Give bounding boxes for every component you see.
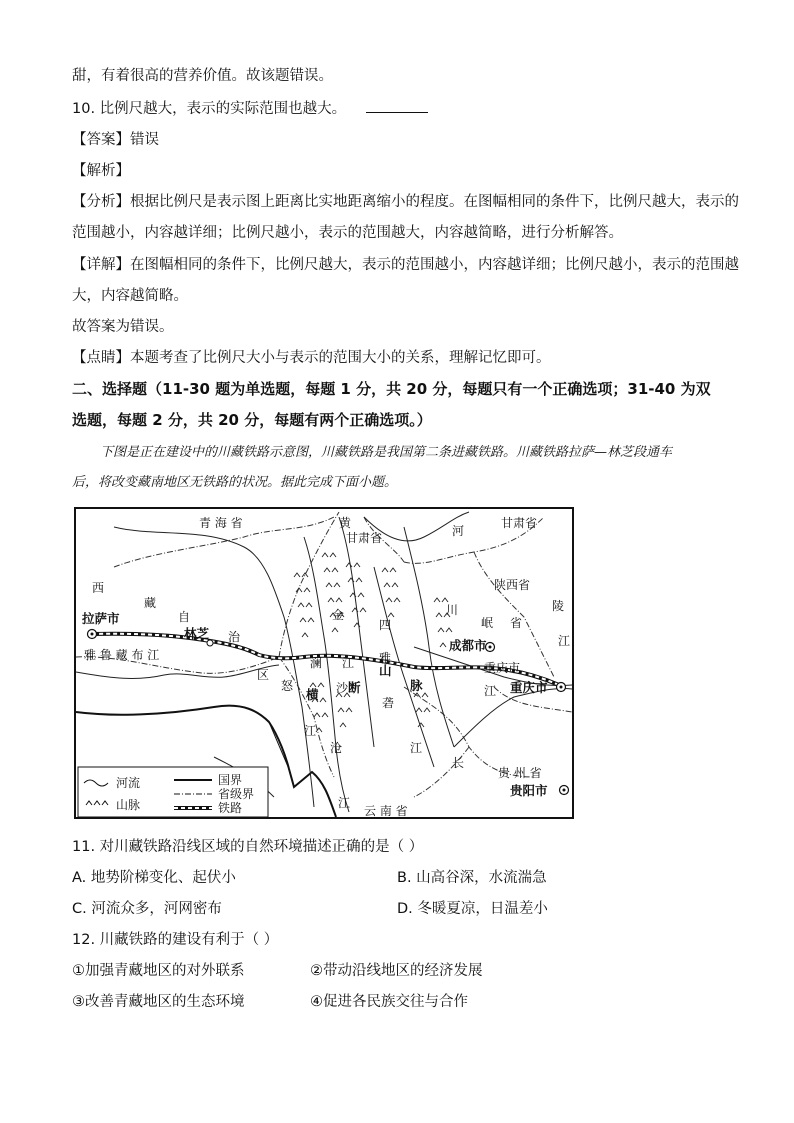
q11-option-a[interactable]: A. 地势阶梯变化、起伏小 bbox=[72, 870, 236, 886]
label-mai: 脉 bbox=[410, 678, 423, 693]
question-10-text: 10. 比例尺越大，表示的实际范围也越大。 bbox=[72, 101, 347, 117]
label-jiang-6: 江 bbox=[338, 796, 351, 810]
xiangjie-line-1: 【详解】在图幅相同的条件下，比例尺越大，表示的范围越小，内容越详细；比例尺越小，表示的范围越 bbox=[72, 257, 739, 273]
label-lhasa: 拉萨市 bbox=[82, 611, 120, 626]
label-chengdu: 成都市 bbox=[449, 638, 487, 653]
fenxi-line-2: 范围越小，内容越详细；比例尺越小，表示的范围越大，内容越简略，进行分析解答。 bbox=[72, 225, 623, 241]
label-sheng: 省 bbox=[510, 616, 523, 630]
q11-option-b[interactable]: B. 山高谷深，水流湍急 bbox=[397, 870, 547, 886]
label-cang: 沧 bbox=[330, 741, 343, 755]
fenxi-line-1: 【分析】根据比例尺是表示图上距离比实地距离缩小的程度。在图幅相同的条件下，比例尺越大，表示的 bbox=[72, 194, 739, 210]
label-chongqing-prov: 重庆市 bbox=[484, 661, 521, 675]
label-chuan: 川 bbox=[446, 603, 459, 617]
map-legend bbox=[78, 767, 268, 817]
label-qu: 区 bbox=[257, 668, 270, 682]
label-ling: 陵 bbox=[552, 599, 565, 613]
label-he: 河 bbox=[452, 524, 465, 538]
label-min: 岷 bbox=[481, 616, 494, 630]
label-gansu-east: 甘肃省 bbox=[501, 516, 538, 530]
answer-line bbox=[72, 130, 159, 150]
legend-border: 国界 bbox=[218, 773, 243, 787]
answer-blank bbox=[366, 98, 428, 113]
question-10 bbox=[72, 98, 428, 119]
label-gansu-west: 甘肃省 bbox=[346, 531, 383, 545]
label-zhi: 治 bbox=[228, 630, 241, 644]
analysis-tag: 【解析】 bbox=[72, 163, 130, 179]
label-shaanxi: 陕西省 bbox=[494, 578, 531, 592]
label-yunnan: 云 南 省 bbox=[364, 804, 408, 818]
label-nu: 怒 bbox=[281, 679, 294, 693]
legend-province: 省级界 bbox=[218, 787, 255, 801]
label-guiyang: 贵阳市 bbox=[510, 783, 548, 798]
legend-river: 河流 bbox=[116, 776, 141, 790]
legend-mountain: 山脉 bbox=[116, 798, 141, 812]
sichuan-tibet-railway-map bbox=[74, 507, 574, 819]
label-jiang-4: 江 bbox=[410, 741, 423, 755]
label-chang: 长 bbox=[452, 756, 465, 770]
question-11-stem: 11. 对川藏铁路沿线区域的自然环境描述正确的是（ ） bbox=[72, 839, 424, 855]
q12-option-1[interactable]: ①加强青藏地区的对外联系 bbox=[72, 963, 245, 979]
xiangjie-line-2: 大，内容越简略。 bbox=[72, 288, 188, 304]
label-xi: 西 bbox=[92, 581, 105, 595]
label-jiang-1: 江 bbox=[558, 634, 571, 648]
q12-option-3[interactable]: ③改善青藏地区的生态环境 bbox=[72, 994, 245, 1010]
intro-line-1: 下图是正在建设中的川藏铁路示意图，川藏铁路是我国第二条进藏铁路。川藏铁路拉萨—林芝段通车 bbox=[100, 445, 673, 460]
label-huang: 黄 bbox=[339, 516, 352, 530]
label-si: 四 bbox=[379, 618, 392, 632]
label-duan: 断 bbox=[348, 680, 361, 695]
label-zang: 藏 bbox=[144, 596, 157, 610]
text-line: 甜，有着很高的营养价值。故该题错误。 bbox=[72, 68, 333, 84]
label-qinghai: 青 海 省 bbox=[199, 516, 243, 530]
section-heading-2: 选题，每题 2 分，共 20 分，每题有两个正确选项。） bbox=[72, 411, 432, 429]
label-jiang-3: 江 bbox=[304, 724, 317, 738]
conclusion-line: 故答案为错误。 bbox=[72, 319, 174, 335]
label-sha: 沙 bbox=[336, 681, 349, 695]
label-guizhou: 贵 州 省 bbox=[498, 766, 542, 780]
answer-tag: 【答案】 bbox=[72, 132, 130, 148]
label-jiang-5: 江 bbox=[342, 656, 355, 670]
label-heng: 横 bbox=[306, 687, 319, 702]
q11-option-d[interactable]: D. 冬暖夏凉，日温差小 bbox=[397, 901, 548, 917]
dianjing-line: 【点睛】本题考查了比例尺大小与表示的范围大小的关系，理解记忆即可。 bbox=[72, 350, 551, 366]
label-long: 砻 bbox=[382, 696, 395, 710]
label-shan: 山 bbox=[379, 663, 392, 678]
label-jin: 金 bbox=[332, 608, 345, 622]
label-jiang-2: 江 bbox=[484, 684, 497, 698]
section-heading-1: 二、选择题（11-30 题为单选题，每题 1 分，共 20 分，每题只有一个正确选项；31-40 为双 bbox=[72, 380, 711, 398]
label-nyingchi: 林芝 bbox=[184, 626, 210, 641]
legend-railway: 铁路 bbox=[218, 801, 243, 815]
q12-option-2[interactable]: ②带动沿线地区的经济发展 bbox=[310, 963, 483, 979]
label-ya: 雅 bbox=[379, 651, 392, 665]
label-chongqing: 重庆市 bbox=[510, 680, 548, 695]
answer-value: 错误 bbox=[130, 132, 159, 148]
intro-line-2: 后，将改变藏南地区无铁路的状况。据此完成下面小题。 bbox=[72, 475, 398, 490]
q12-option-4[interactable]: ④促进各民族交往与合作 bbox=[310, 994, 468, 1010]
label-zi: 自 bbox=[178, 610, 191, 624]
question-12-stem: 12. 川藏铁路的建设有利于（ ） bbox=[72, 932, 279, 948]
label-yarlung: 雅 鲁 藏 布 江 bbox=[84, 648, 160, 662]
label-lan: 澜 bbox=[310, 656, 323, 670]
q11-option-c[interactable]: C. 河流众多，河网密布 bbox=[72, 901, 222, 917]
